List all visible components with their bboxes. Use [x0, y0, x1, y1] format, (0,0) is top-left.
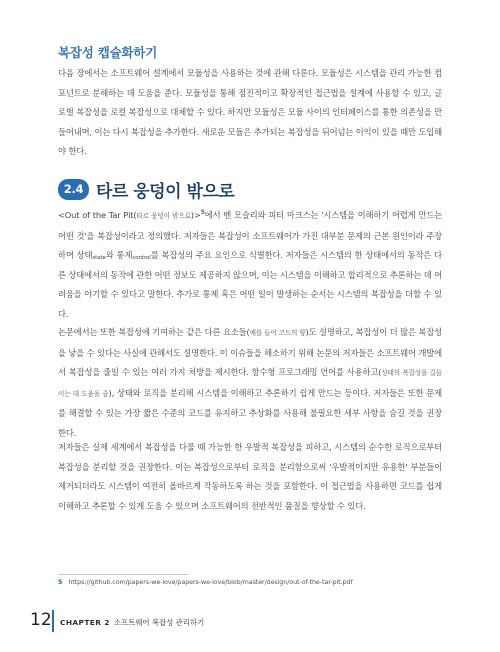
- body-paragraph-1: [58, 206, 442, 324]
- section-title: 타르 웅덩이 밖으로: [96, 181, 235, 202]
- parenthetical-note: 예를 들어 코드의 양: [249, 329, 306, 337]
- paragraph-text: 를 복잡성의 주요 요인으로 식별한다. 저자들은 시스템의 한 상태에서의 동작은 다른 상태에서의 동작에 관한 어떤 정보도 제공하지 않으며, 이는 시스템을 이해하고 합리적으로 추론하는 데 어려움을 야기할 수 있다고 말한다. 추가로 통제 혹은 어떤 일이 발생하는 순서는 시스템의 복잡성을 더할 수 있다.: [58, 250, 442, 319]
- footer-divider: [52, 610, 54, 632]
- parenthetical-note: 상태의 복잡성을 길들이는 데 도움을 줌: [58, 369, 442, 398]
- footnote-link[interactable]: https://github.com/papers-we-love/papers-we-love/blob/master/design/out-of-the-tar-pit.pdf: [68, 578, 353, 586]
- subsection-title: 복잡성 캡슐화하기: [58, 45, 158, 60]
- paragraph-text: 에서 벤 모슬리와 피터 마크스는 '시스템을 이해하기 어렵게 만드는 어떤 것'을 복잡성이라고 정의했다. 저자들은 복잡성이 소프트웨어가 가진 대부분 문제의 근본 원인이라 주장하며 상태: [58, 210, 442, 260]
- chapter-title: 소프트웨어 복잡성 관리하기: [113, 618, 205, 627]
- paper-title-translation: 타르 웅덩이 밖으로: [136, 212, 191, 220]
- intro-paragraph: 다음 장에서는 소프트웨어 설계에서 모듈성을 사용하는 것에 관해 다룬다. 모듈성은 시스템을 관리 가능한 컴포넌트로 분해하는 데 도움을 준다. 모듈성을 통해 점진적이고 확장적인 접근법을 설계에 사용할 수 있고, 글로벌 복잡성을 로컬 복잡성으로 대체할 수 있다. 하지만 모듈성은 모듈 사이의 인터페이스를 통한 의존성을 만들어내며, 이는 다시 복잡성을 추가한다. 새로운 모듈은 추가되는 복잡성을 뒤어넘는 이익이 있을 때만 도입해야 한다.: [58, 68, 442, 156]
- paragraph-text: 논문에서는 또한 복잡성에 기여하는 같은 다른 요소들(: [58, 327, 250, 337]
- footnote-divider: [58, 574, 188, 575]
- paper-title-close: )>: [190, 210, 201, 220]
- paragraph-text: )도 설명하고, 복잡성이 더 많은 복잡성을 낳을 수 있다는 사실에 관해서도 설명한다. 이 이슈들을 해소하기 위해 논문의 저자들은 소프트웨어 개발에서 복잡성을 줄일 수 있는 여러 가지 처방을 제시한다. 함수형 프로그래밍 언어를 사용하고(: [58, 327, 442, 377]
- paragraph-text: 와 통제: [105, 250, 133, 260]
- running-footer: [60, 617, 204, 628]
- footnote: [58, 578, 458, 586]
- paragraph-text: ), 상태와 로직을 분리해 시스템을 이해하고 추론하기 쉽게 만드는 등이다. 저자들은 또한 문제를 해결할 수 있는 가장 짧은 수준의 코드를 유지하고 추상화를 사용해 불필요한 세부 사항을 숨길 것을 권장한다.: [58, 387, 442, 438]
- body-paragraph-3: 저자들은 실제 세계에서 복잡성을 다룰 때 가능한 한 우발적 복잡성을 피하고, 시스템의 순수한 로직으로부터 복잡성을 분리할 것을 권장한다. 이는 복잡성으로부터 로직을 분리함으로써 '우발적이지만 유용한' 부분들이 제거되더라도 시스템이 여전히 올바르게 작동하도록 하는 것을 포함한다. 이 접근법을 사용하면 코드를 쉽게 이해하고 추론할 수 있게 도움 수 있으며 소프트웨어의 전반적인 품질을 향상할 수 있다.: [58, 442, 442, 511]
- footnote-reference[interactable]: 5: [200, 209, 205, 217]
- section-heading: [58, 178, 234, 200]
- footnote-number: 5: [58, 578, 63, 586]
- term-subscript-control: control: [132, 255, 151, 261]
- section-number-badge: 2.4: [58, 179, 89, 200]
- chapter-label: CHAPTER 2: [60, 618, 110, 627]
- term-subscript-state: state: [92, 255, 106, 261]
- page-number: 12: [30, 610, 52, 630]
- paper-title-text: <Out of the Tar Pit(: [58, 210, 137, 220]
- body-paragraph-2: [58, 323, 442, 443]
